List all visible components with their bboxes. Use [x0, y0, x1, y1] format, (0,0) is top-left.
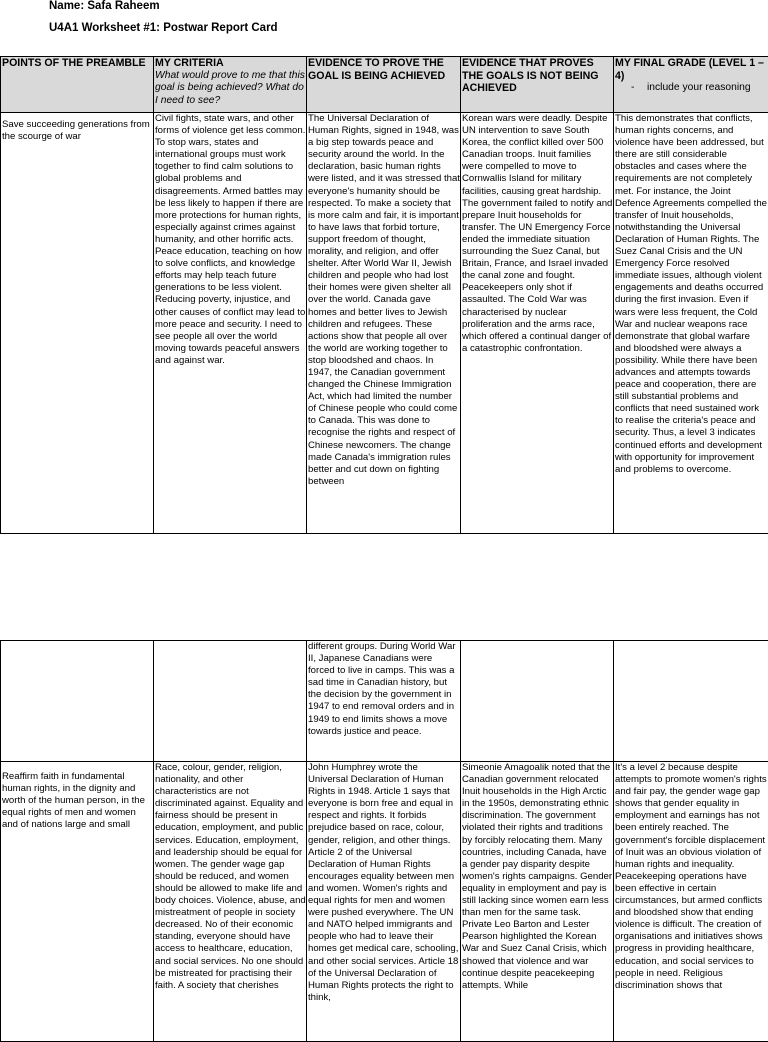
- final-grade-label: MY FINAL GRADE (LEVEL 1 – 4): [615, 57, 768, 82]
- criteria-subtitle: What would prove to me that this goal is being achieved? What do I need to see?: [155, 70, 306, 108]
- evidence-against-cell: Korean wars were deadly. Despite UN intervention to save South Korea, the conflict killed over 500 Canadian troops. Inuit families were compelled to move to Cornwallis Island for military facilities, causing great hardship. The government failed to notify and prepare Inuit households for transfer. The UN Emergency Force ended the immediate situation surrounding the Suez Canal, but Britain, France, and Israel invaded the canal zone and fought. Peacekeepers only shot if assaulted. The Cold War was characterised by nuclear proliferation and the arms race, which offered a continual danger of a catastrophic confrontation.: [461, 113, 614, 534]
- table-row: [1, 113, 768, 534]
- report-card-table-page2: [0, 640, 768, 1042]
- criteria-label: MY CRITERIA: [155, 57, 306, 70]
- report-card-table-page1: [0, 56, 768, 534]
- criteria-cell: [154, 641, 307, 762]
- evidence-for-cell: John Humphrey wrote the Universal Declaration of Human Rights in 1948. Article 1 says that everyone is born free and equal in respect and rights. It forbids prejudice based on race, colour, gender, religion, and other things. Article 2 of the Universal Declaration of Human Rights encourages equality between men and women. Women's rights and equal rights for men and women were pushed everywhere. The UN and NATO helped immigrants and people who had to leave their homes get medical care, schooling, and other social services. Article 18 of the Universal Declaration of Human Rights protects the right to think,: [307, 762, 461, 1042]
- evidence-for-cell: The Universal Declaration of Human Rights, signed in 1948, was a big step towards peace and security around the world. In the declaration, basic human rights were listed, and it was stressed that everyone's humanity should be respected. To make a society that is more calm and fair, it is important to have laws that forbid torture, support freedom of thought, morality, and religion, and offer shelter. After World War II, Jewish children and people who had lost their homes were given shelter all over the world. Canada gave homes and better lives to Jewish children and refugees. These actions show that people all over the world are working together to stop bloodshed and chaos. In 1947, the Canadian government changed the Chinese Immigration Act, which had limited the number of Chinese people who could come to Canada. This was done to recognise the rights and respect of Chinese newcomers. The change made Canada's immigration rules better and cut down on fighting between: [307, 113, 461, 534]
- bullet-dash: -: [631, 82, 647, 95]
- evidence-against-cell: [461, 641, 614, 762]
- table-row: [1, 641, 768, 762]
- header-evidence-achieved: EVIDENCE TO PROVE THE GOAL IS BEING ACHIEVED: [307, 57, 461, 113]
- evidence-for-cell: different groups. During World War II, Japanese Canadians were forced to live in camps. This was a sad time in Canadian history, but the decision by the government in 1947 to end removal orders and in 1949 to end limits shows a move towards justice and peace.: [307, 641, 461, 762]
- point-cell: Save succeeding generations from the scourge of war: [1, 113, 154, 534]
- point-cell: [1, 641, 154, 762]
- header-evidence-not-achieved: EVIDENCE THAT PROVES THE GOALS IS NOT BEING ACHIEVED: [461, 57, 614, 113]
- table-row: [1, 762, 768, 1042]
- worksheet-title: U4A1 Worksheet #1: Postwar Report Card: [49, 22, 278, 34]
- table-header-row: [1, 57, 768, 113]
- grade-cell: This demonstrates that conflicts, human rights concerns, and violence have been addressed, but there are still considerable obstacles and cases where the requirements are not completely met. For instance, the Joint Defence Agreements compelled the transfer of Inuit households, notwithstanding the Universal Declaration of Human Rights. The Suez Canal Crisis and the UN Emergency Force resolved immediate issues, although violent engagements and deaths occurred during the first invasion. Even if wars were less frequent, the Cold War and nuclear weapons race demonstrate that global warfare and bloodshed were always a possibility. While there have been advances and attempts towards peace and cooperation, there are still substantial problems and conflicts that need sustained work to realise the criteria's peace and security. Thus, a level 3 indicates continued efforts and development with opportunity for improvement and problems to overcome.: [614, 113, 768, 534]
- criteria-cell: Civil fights, state wars, and other forms of violence get less common. To stop wars, states and international groups must work together to find calm solutions to global problems and disagreements. Armed battles may be less likely to happen if there are more protections for human rights, especially against crimes against humanity, and other horrific acts. Peace education, teaching on how to solve conflicts, and knowledge efforts may help teach future generations to be less violent. Reducing poverty, injustice, and other causes of conflict may lead to more peace and security. I need to see people all over the world moving towards peaceful answers and against war.: [154, 113, 307, 534]
- grade-cell: It's a level 2 because despite attempts to promote women's rights and fair pay, the gender wage gap shows that gender equality in employment and earnings has not been entirely reached. The government's forcible displacement of Inuit was an obvious violation of human rights and inequality. Peacekeeping operations have been effective in certain circumstances, but armed conflicts and bloodshed show that ending violence is difficult. The creation of organisations and initiatives shows progress in providing healthcare, education, and social services to people in need. Religious discrimination shows that: [614, 762, 768, 1042]
- student-name: Name: Safa Raheem: [49, 0, 160, 12]
- grade-cell: [614, 641, 768, 762]
- point-cell: Reaffirm faith in fundamental human rights, in the dignity and worth of the human person, in the equal rights of men and women and of nations large and small: [1, 762, 154, 1042]
- evidence-against-cell: Simeonie Amagoalik noted that the Canadian government relocated Inuit households in the High Arctic in the 1950s, demonstrating ethnic discrimination. The government violated their rights and traditions by forcibly relocating them. Many countries, including Canada, have a gender pay disparity despite women's rights campaigns. Gender equality in employment and pay is still lacking since women earn less than men for the same task. Private Leo Barton and Lester Pearson highlighted the Korean War and Suez Canal Crisis, which showed that violence and war continue despite peacekeeping attempts. While: [461, 762, 614, 1042]
- criteria-cell: Race, colour, gender, religion, nationality, and other characteristics are not discriminated against. Equality and fairness should be present in education, employment, and public services. Education, employment, and leadership should be equal for women. The gender wage gap should be reduced, and women should be allowed to make life and body choices. Violence, abuse, and mistreatment of people in society decreased. No of their economic standing, everyone should have access to healthcare, education, and social services. No one should be mistreated for practising their faith. A society that cherishes: [154, 762, 307, 1042]
- header-final-grade: [614, 57, 768, 113]
- bullet-text: include your reasoning: [647, 82, 751, 95]
- header-my-criteria: [154, 57, 307, 113]
- header-points-preamble: POINTS OF THE PREAMBLE: [1, 57, 154, 113]
- reasoning-bullet: [615, 82, 768, 95]
